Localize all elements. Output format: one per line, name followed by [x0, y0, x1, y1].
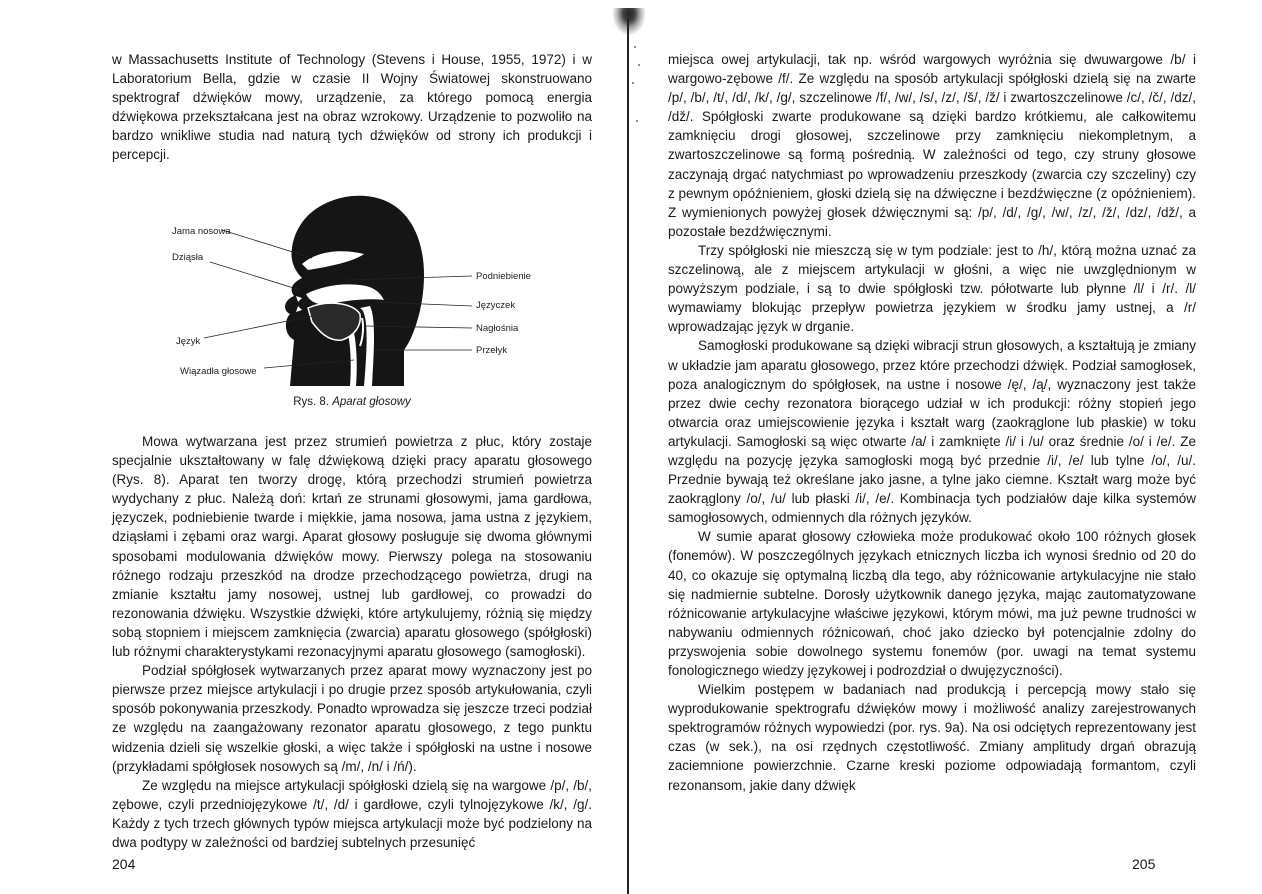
- paragraph: Ze względu na miejsce artykulacji spółgłoski dzielą się na wargowe /p/, /b/, zębowe, czyli przedniojęzykowe /t/, /d/ i gardłowe, czyli tylnojęzykowe /k/, /g/. Każdy z tych trzech głównych typów miejsca artykulacji może być podzielony na dwa podtypy w zależności od bardziej subtelnych przesunięć: [112, 777, 592, 850]
- paragraph: Samogłoski produkowane są dzięki wibracji strun głosowych, a kształtują je zmiany w układzie jam aparatu głosowego, przez które przechodzi dźwięk. Podział samogłosek, poza analogicznym do spółgłosek, na ustne i nosowe /ę/, /ą/, wyznaczony jest także przez dwie cechy rezonatora biorącego udział w ich produkcji: różny stopień jego otwarcia oraz umiejscowienie języka i kształt warg (zaokrąglone lub płaskie) w toku artykulacji. Samogłoski są więc otwarte /a/ i zamknięte /i/ i /u/ oraz średnie /o/ i /e/. Ze względu na pozycję języka samogłoski mogą być przednie /i/, /e/ lub tylne /o/, /u/. Przednie bywają też określane jako jasne, a tylne jako ciemne. Kształt warg może być zaokrąglony /o/, /u/ lub płaski /i/, /e/. Kombinacja tych podziałów daje kilka systemów samogłosowych, odmiennych dla różnych języków.: [668, 338, 1196, 526]
- paragraph: Wielkim postępem w badaniach nad produkcją i percepcją mowy stało się wyprodukowanie spektrografu dźwięków mowy i możliwość analizy zarejestrowanych spektrogramów różnych wypowiedzi (por. rys. 9a). Na osi odciętych reprezentowany jest czas (w sek.), na osi rzędnych częstotliwość. Zmiany amplitudy drgań obrazują zaciemnione powierzchnie. Czarne kreski poziome odpowiadają formantom, czyli rezonansom, jakie dany dźwięk: [668, 682, 1196, 793]
- label-dziasla: Dziąsła: [172, 252, 204, 263]
- left-top-paragraph: [112, 50, 592, 165]
- left-body-text: [112, 432, 592, 852]
- page-number-right: 205: [1132, 856, 1156, 872]
- right-body-text: [668, 50, 1196, 795]
- paragraph: Mowa wytwarzana jest przez strumień powietrza z płuc, który zostaje specjalnie ukształtowany w falę dźwiękową dzięki pracy aparatu głosowego (Rys. 8). Aparat ten tworzy drogę, którą przechodzi strumień powietrza wydychany z płuc. Należą doń: krtań ze strunami głosowymi, jama gardłowa, języczek, podniebienie twarde i miękkie, jama nosowa, jama ustna z językiem, dziąsłami i zębami oraz wargi. Aparat głosowy posługuje się dwoma głównymi sposobami modulowania dźwięków mowy. Pierwszy polega na stosowaniu różnego rodzaju przeszkód na drodze przechodzącego powietrza, drugi na zmianie kształtu jamy nosowej, ustnej lub gardłowej, co prowadzi do rezonowania dźwięku. Wszystkie dźwięki, które artykulujemy, różnią się między sobą stopniem i miejscem zamknięcia (zwarcia) aparatu głosowego (spółgłoski) lub różnymi charakterystykami rezonacyjnymi aparatu głosowego (samogłoski).: [112, 434, 592, 660]
- left-page: [0, 0, 620, 894]
- label-naglosnia: Nagłośnia: [476, 323, 519, 334]
- right-page: [636, 0, 1262, 894]
- paragraph: W sumie aparat głosowy człowieka może produkować około 100 różnych głosek (fonemów). W poszczególnych językach etnicznych liczba ich wynosi średnio od 20 do 40, co okazuje się optymalną liczbą dla tego, aby różnicowanie artykulacyjne nie stało się nadmiernie subtelne. Dorosły użytkownik danego języka, mając zautomatyzowane różnicowanie artykulacyjne właściwe językowi, którym mówi, ma już pewne trudności w nabywaniu odmiennych różnicowań, choć jako dziecko był potencjalnie zdolny do przyswojenia sobie dowolnego systemu fonemów (por. uwagi na temat systemu fonologicznego wiedzy językowej i podrozdział o dwujęzyczności).: [668, 529, 1196, 678]
- caption-prefix: Rys. 8.: [293, 396, 329, 408]
- vocal-tract-illustration: [112, 190, 592, 390]
- paragraph-text: w Massachusetts Institute of Technology (Stevens i House, 1955, 1972) i w Laboratorium Bella, gdzie w czasie II Wojny Światowej skonstruowano spektrograf dźwięków mowy, urządzenie, za którego pomocą energia dźwiękowa przekształcana jest na obraz wzrokowy. Urządzenie to pozwoliło na bardzo wnikliwe studia nad naturą tych dźwięków od strony ich produkcji i percepcji.: [112, 52, 592, 163]
- label-jama-nosowa: Jama nosowa: [172, 226, 231, 237]
- label-wiazadla: Wiązadła głosowe: [180, 366, 257, 377]
- figure-vocal-apparatus: [112, 190, 592, 420]
- page-number-left: 204: [112, 856, 136, 872]
- gutter-line: [627, 18, 629, 894]
- label-przelyk: Przełyk: [476, 345, 508, 356]
- label-podniebienie: Podniebienie: [476, 271, 531, 282]
- paragraph: Trzy spółgłoski nie mieszczą się w tym podziale: jest to /h/, którą można uznać za szczelinową, ale z miejscem artykulacji w głośni, a więc nie uwzględnionym w powyższym podziale, i są to dwie spółgłoski tzw. półotwarte lub płynne /l/ i /r/. /l/ wymawiamy blokując przepływ powietrza językiem w środku jamy ustnej, a /r/ wprowadzając język w drganie.: [668, 242, 1196, 335]
- label-jezyk: Język: [176, 336, 201, 347]
- paragraph: Podział spółgłosek wytwarzanych przez aparat mowy wyznaczony jest po pierwsze przez miejsce artykulacji i po drugie przez sposób artykułowania, czyli sposób pokonywania przeszkody. Ponadto wprowadza się jeszcze trzeci podział ze względu na zaangażowany rezonator aparatu głosowego, z tego punktu widzenia dzieli się wszelkie głoski, a więc także i spółgłoski na ustne i nosowe (przykładami spółgłosek nosowych są /m/, /n/ i /ń/).: [112, 663, 592, 774]
- figure-caption: [112, 396, 592, 408]
- caption-title: Aparat głosowy: [332, 396, 411, 408]
- book-gutter: [620, 0, 636, 894]
- label-jezyczek: Języczek: [476, 300, 516, 311]
- ink-speck: [632, 82, 634, 84]
- paragraph: miejsca owej artykulacji, tak np. wśród wargowych wyróżnia się dwuwargowe /b/ i wargowo-zębowe /f/. Ze względu na sposób artykulacji spółgłoski dzielą się na zwarte /p/, /b/, /t/, /d/, /k/, /g/, szczelinowe /f/, /w/, /s/, /z/, /š/, /ž/ i zwartoszczelinowe /c/, /č/, /dz/, /dž/. Spółgłoski zwarte produkowane są dzięki bardzo krótkiemu, ale całkowitemu zamknięciu drogi głosowej, szczelinowe przy zamknięciu niekompletnym, a zwartoszczelinowe są formą pośrednią. W zależności od tego, czy struny głosowe zaczynają drgać natychmiast po wprowadzeniu przeszkody (zwarcia czy szczeliny) czy z pewnym opóźnieniem, głoski dzielą się na dźwięczne i bezdźwięczne (z opóźnieniem). Z wymienionych powyżej głosek dźwięcznymi są: /p/, /d/, /g/, /w/, /z/, /ž/, /dz/, /dž/, a pozostałe bezdźwięcznymi.: [668, 52, 1196, 239]
